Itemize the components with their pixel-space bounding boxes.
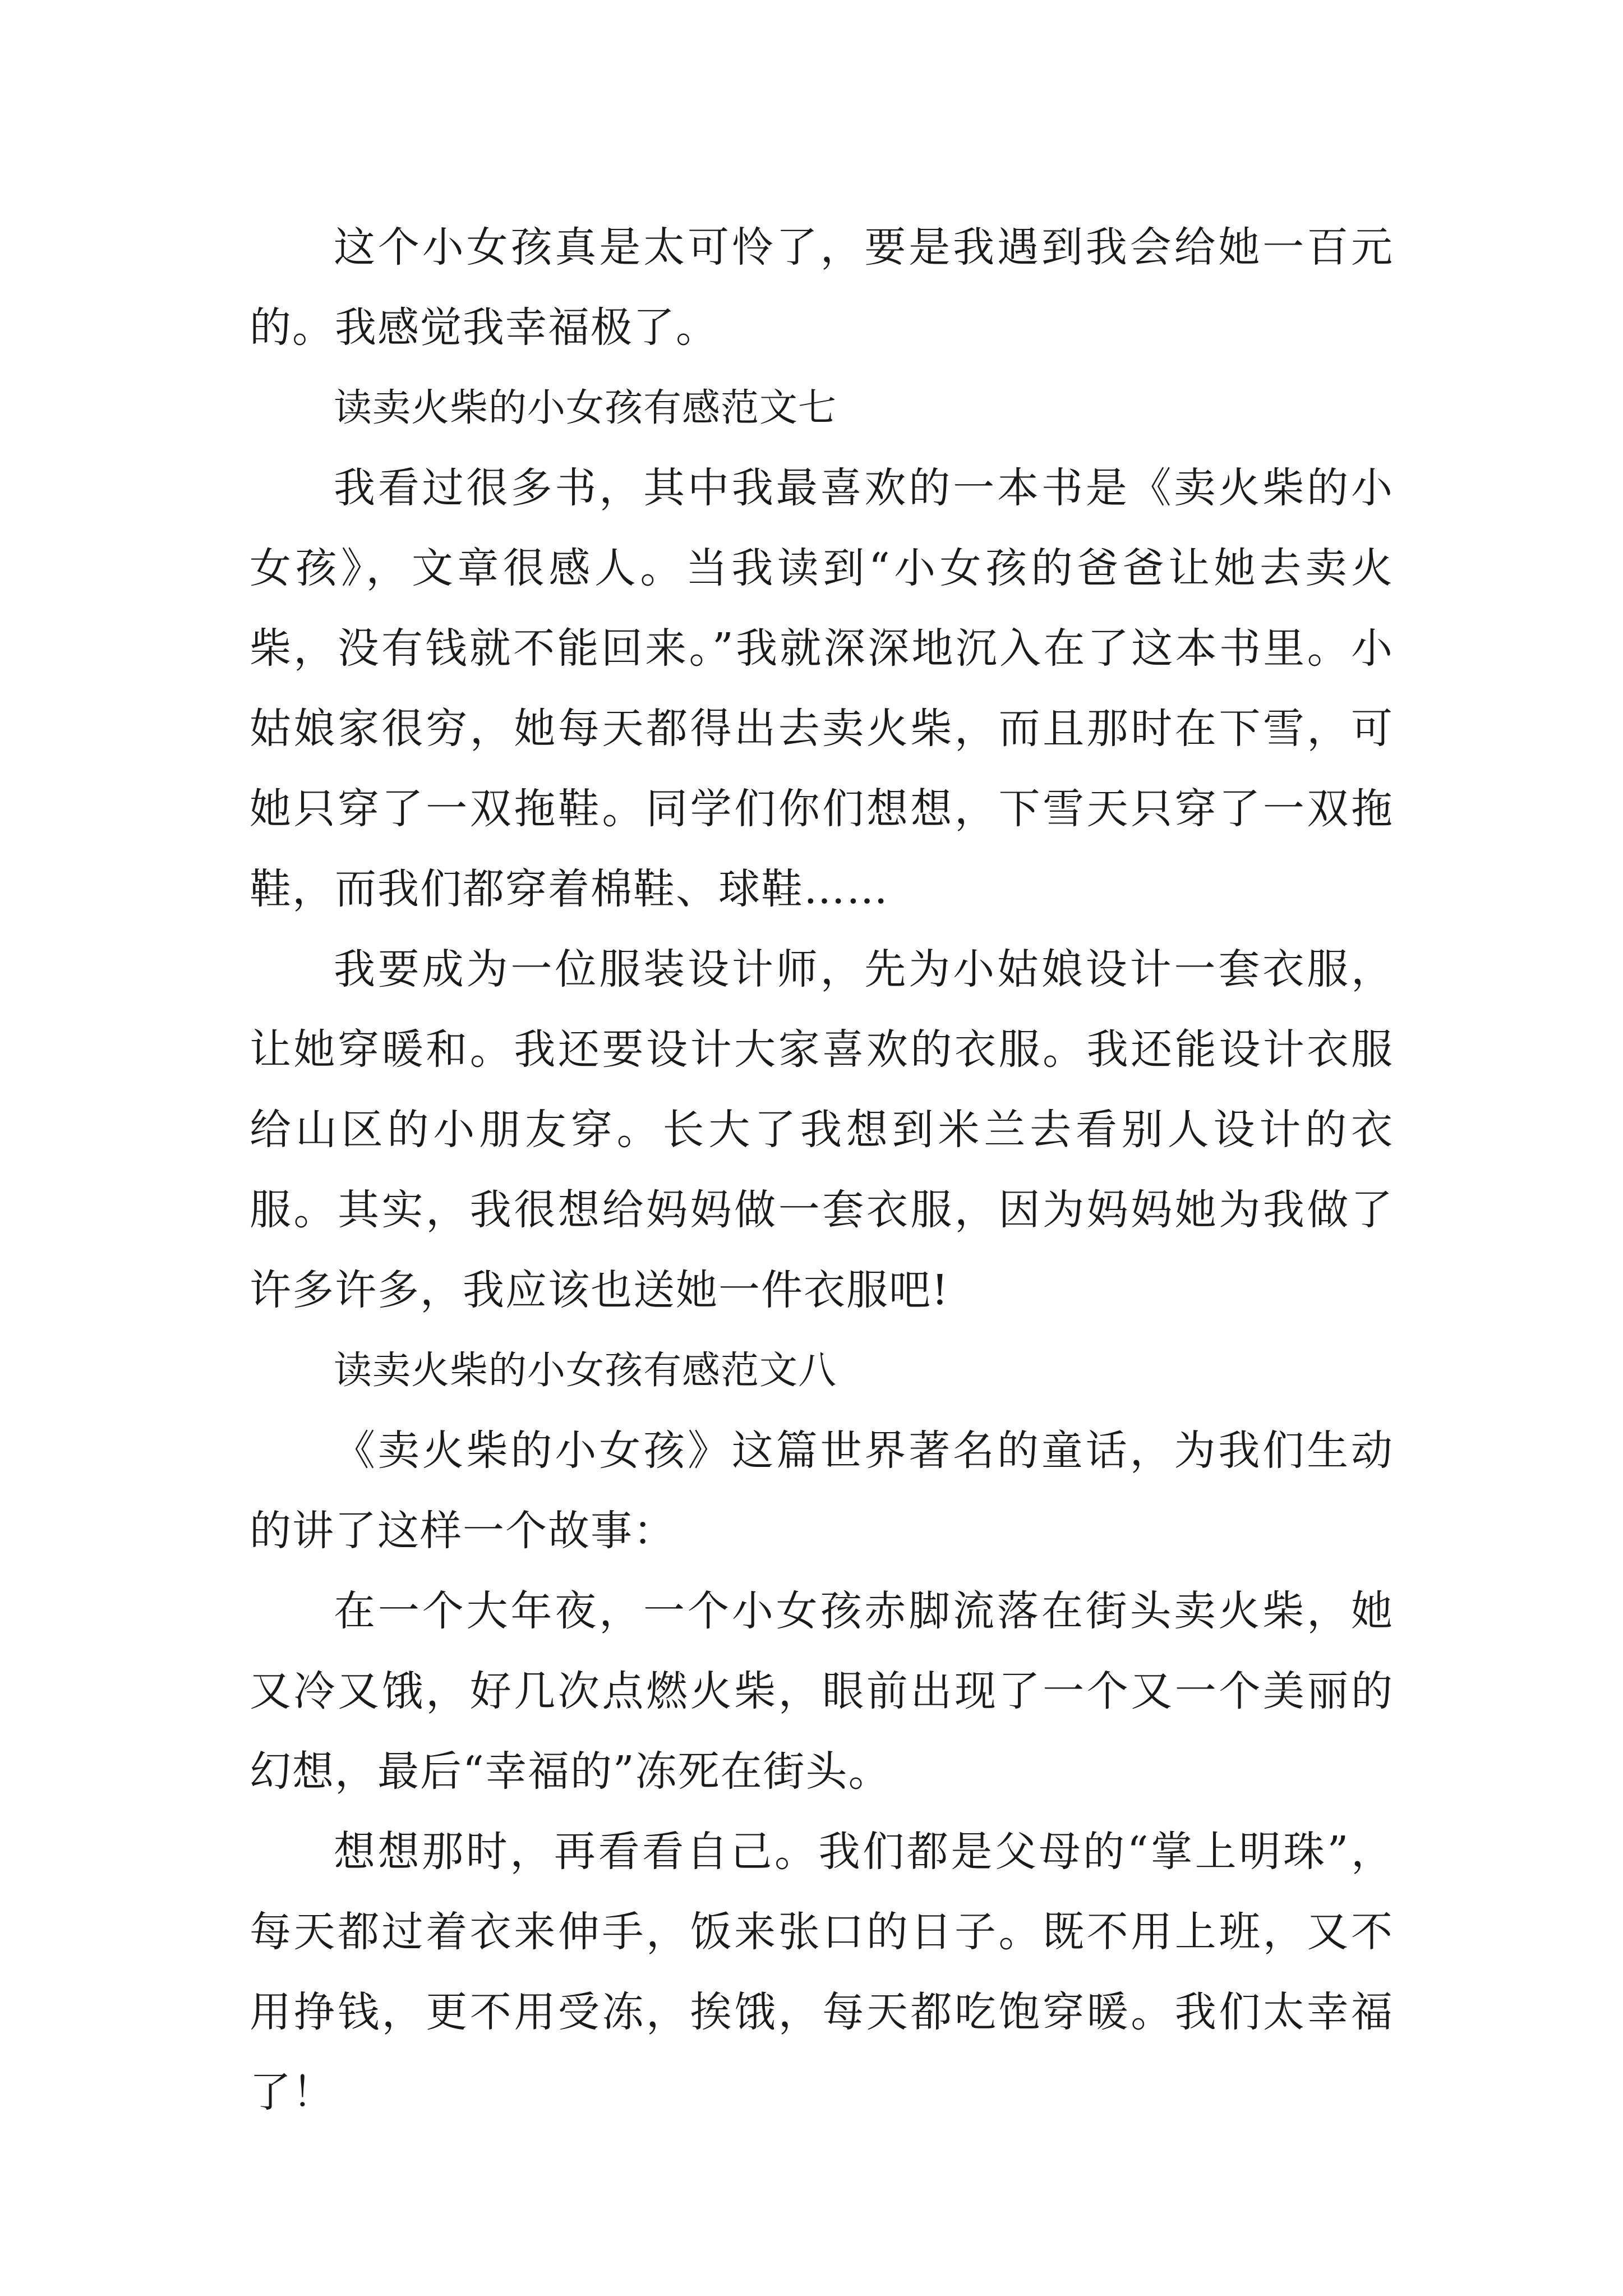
section-heading: 读卖火柴的小女孩有感范文八 (334, 1349, 837, 1393)
paragraph: 这个小女孩真是太可怜了，要是我遇到我会给她一百元的。我感觉我幸福极了。 (250, 223, 1394, 352)
paragraph: 在一个大年夜，一个小女孩赤脚流落在街头卖火柴，她又冷又饿，好几次点燃火柴，眼前出现了一个又一个美丽的幻想，最后“幸福的”冻死在街头。 (250, 1587, 1394, 1796)
paragraph: 我要成为一位服装设计师，先为小姑娘设计一套衣服，让她穿暖和。我还要设计大家喜欢的衣服。我还能设计衣服给山区的小朋友穿。长大了我想到米兰去看别人设计的衣服。其实，我很想给妈妈做一套衣服，因为妈妈她为我做了许多许多，我应该也送她一件衣服吧! (250, 945, 1394, 1314)
document-page (250, 208, 1394, 2133)
paragraph: 《卖火柴的小女孩》这篇世界著名的童话，为我们生动的讲了这样一个故事： (250, 1427, 1394, 1555)
paragraph: 我看过很多书，其中我最喜欢的一本书是《卖火柴的小女孩》，文章很感人。当我读到“小女孩的爸爸让她去卖火柴，没有钱就不能回来。”我就深深地沉入在了这本书里。小姑娘家很穷，她每天都得出去卖火柴，而且那时在下雪，可她只穿了一双拖鞋。同学们你们想想，下雪天只穿了一双拖鞋，而我们都穿着棉鞋、球鞋…… (250, 464, 1394, 913)
paragraph: 想想那时，再看看自己。我们都是父母的“掌上明珠”，每天都过着衣来伸手，饭来张口的日子。既不用上班，又不用挣钱，更不用受冻，挨饿，每天都吃饱穿暖。我们太幸福了！ (250, 1828, 1394, 2116)
section-heading: 读卖火柴的小女孩有感范文七 (334, 386, 837, 430)
